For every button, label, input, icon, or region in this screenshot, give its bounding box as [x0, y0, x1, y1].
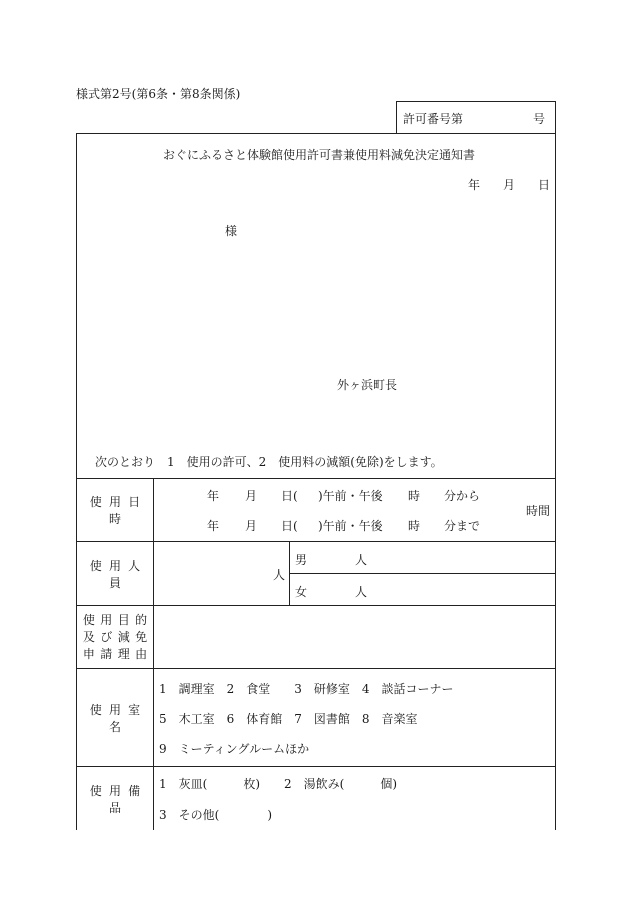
- permit-box-left-border: [396, 101, 397, 133]
- end-hour: 時: [408, 519, 421, 533]
- start-day: 日(: [281, 489, 298, 503]
- equipment-line-1: 1 灰皿( 枚) 2 湯飲み( 個): [159, 777, 397, 791]
- addressee-suffix: 様: [225, 224, 238, 238]
- rooms-label: 使用室名: [89, 702, 148, 734]
- male-unit: 人: [355, 553, 368, 567]
- end-year: 年: [207, 519, 220, 533]
- frame-top-border: [76, 133, 556, 134]
- permit-number-label: 許可番号第: [403, 112, 464, 126]
- start-hour: 時: [408, 489, 421, 503]
- permit-box-top-border: [396, 101, 556, 102]
- people-gender-divider: [289, 573, 556, 574]
- female-unit: 人: [355, 585, 368, 599]
- date-day: 日: [538, 178, 551, 192]
- date-year: 年: [468, 178, 481, 192]
- frame-right-border: [555, 101, 556, 830]
- rooms-line-2: 5 木工室 6 体育館 7 図書館 8 音楽室: [159, 712, 418, 726]
- end-month: 月: [245, 519, 258, 533]
- document-title: おぐにふるさと体験館使用許可書兼使用料減免決定通知書: [163, 148, 476, 162]
- permit-number-suffix: 号: [533, 112, 546, 126]
- start-minute-from: 分から: [444, 489, 481, 503]
- end-ampm: )午前・午後: [318, 519, 383, 533]
- male-label: 男: [295, 553, 308, 567]
- purpose-label-line-3: 申請理由: [82, 646, 153, 661]
- date-month: 月: [503, 178, 516, 192]
- equipment-line-2: 3 その他( ): [159, 808, 272, 822]
- form-number: 様式第2号(第6条・第8条関係): [76, 87, 241, 101]
- hours-label: 時間: [526, 504, 551, 518]
- purpose-label-line-1: 使用目的: [82, 612, 153, 627]
- rooms-line-3: 9 ミーティングルームほか: [159, 742, 310, 756]
- purpose-label: [76, 606, 154, 668]
- permission-statement: 次のとおり 1 使用の許可、2 使用料の減額(免除)をします。: [95, 455, 443, 469]
- equipment-label: 使用備品: [89, 783, 148, 815]
- total-people-unit: 人: [273, 568, 286, 582]
- start-year: 年: [207, 489, 220, 503]
- start-ampm: )午前・午後: [318, 489, 383, 503]
- usage-people-label: 使用人員: [89, 558, 148, 590]
- purpose-label-line-2: 及び減免: [82, 629, 153, 644]
- end-minute-until: 分まで: [444, 519, 481, 533]
- start-month: 月: [245, 489, 258, 503]
- female-label: 女: [295, 585, 308, 599]
- usage-datetime-label: 使用日時: [89, 495, 148, 526]
- end-day: 日(: [281, 519, 298, 533]
- rooms-line-1: 1 調理室 2 食堂 3 研修室 4 談話コーナー: [159, 682, 454, 696]
- issuer-name: 外ヶ浜町長: [337, 378, 398, 392]
